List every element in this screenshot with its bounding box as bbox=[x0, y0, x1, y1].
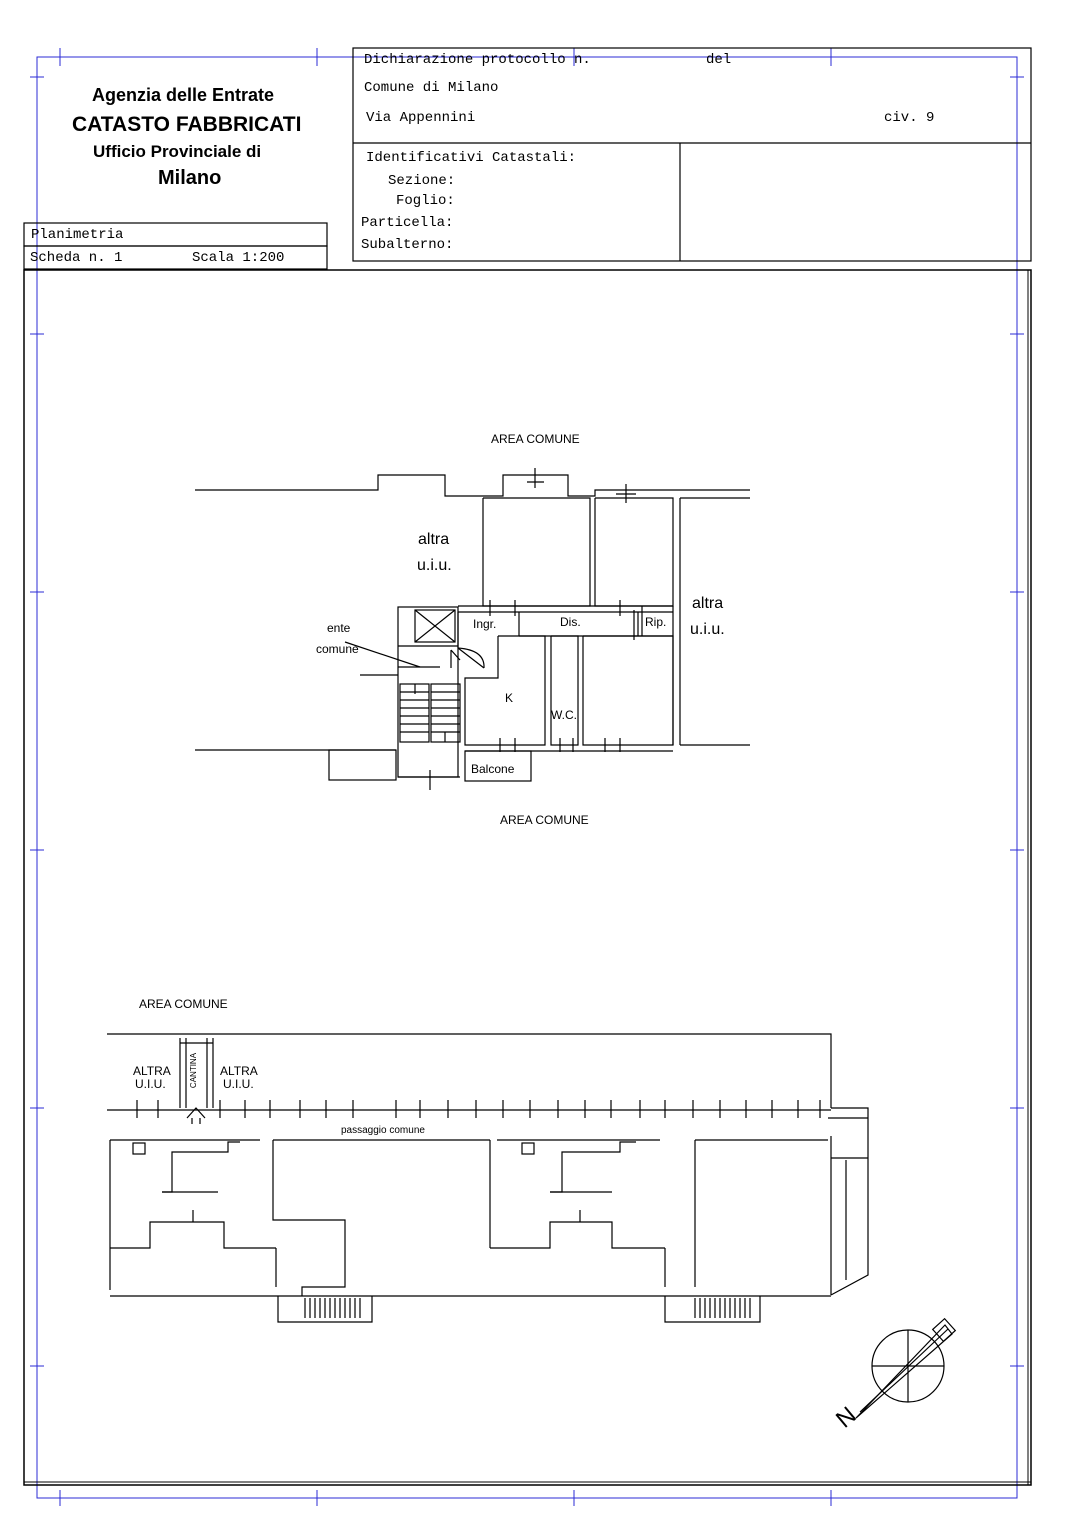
plan-box-sheet: Scheda n. 1 bbox=[30, 250, 123, 266]
north-label: N bbox=[831, 1401, 862, 1434]
room-kitchen-label: K bbox=[505, 691, 514, 705]
basement-area-comune-label: AREA COMUNE bbox=[139, 997, 228, 1011]
comune-label: Comune di Milano bbox=[364, 80, 499, 96]
other-unit-right-line-1: altra bbox=[692, 595, 724, 612]
cellar-label: CANTINA bbox=[189, 1052, 199, 1089]
basement-other-left-line-1: ALTRA bbox=[133, 1064, 171, 1078]
room-balcony-label: Balcone bbox=[471, 762, 515, 776]
blue-frame bbox=[30, 48, 1024, 1506]
agency-line-3: Ufficio Provinciale di bbox=[93, 142, 262, 161]
sezione-label: Sezione: bbox=[388, 173, 456, 189]
agency-line-2: CATASTO FABBRICATI bbox=[72, 113, 302, 136]
header-boxes bbox=[24, 48, 1031, 1485]
other-unit-right-line-2: u.i.u. bbox=[690, 621, 725, 638]
room-entrance-label: Ingr. bbox=[473, 617, 497, 631]
north-arrow-icon bbox=[856, 1319, 955, 1418]
identifiers-title: Identificativi Catastali: bbox=[366, 150, 577, 166]
other-unit-left-line-1: altra bbox=[418, 531, 450, 548]
civic-label: civ. 9 bbox=[884, 110, 935, 126]
room-toilet-label: W.C. bbox=[551, 708, 577, 722]
date-label: del bbox=[706, 52, 732, 68]
agency-line-4: Milano bbox=[158, 167, 222, 189]
area-comune-top-label: AREA COMUNE bbox=[491, 432, 580, 446]
room-hall-label: Dis. bbox=[560, 615, 581, 629]
other-unit-left-line-2: u.i.u. bbox=[417, 557, 452, 574]
area-comune-bottom-label: AREA COMUNE bbox=[500, 813, 589, 827]
room-storage-label: Rip. bbox=[645, 615, 667, 629]
common-area-line-1: ente bbox=[327, 621, 351, 635]
common-area-line-2: comune bbox=[316, 642, 359, 656]
basement-other-right-line-1: ALTRA bbox=[220, 1064, 258, 1078]
agency-line-1: Agenzia delle Entrate bbox=[92, 85, 275, 105]
common-passage-label: passaggio comune bbox=[341, 1125, 425, 1136]
subalterno-label: Subalterno: bbox=[361, 237, 454, 253]
foglio-label: Foglio: bbox=[396, 193, 455, 209]
basement-other-left-line-2: U.I.U. bbox=[135, 1077, 166, 1091]
protocol-label: Dichiarazione protocollo n. bbox=[364, 52, 591, 68]
plan-box-title: Planimetria bbox=[31, 227, 124, 243]
particella-label: Particella: bbox=[361, 215, 454, 231]
basement-other-right-line-2: U.I.U. bbox=[223, 1077, 254, 1091]
street-label: Via Appennini bbox=[366, 110, 476, 126]
plan-box-scale: Scala 1:200 bbox=[192, 250, 285, 266]
